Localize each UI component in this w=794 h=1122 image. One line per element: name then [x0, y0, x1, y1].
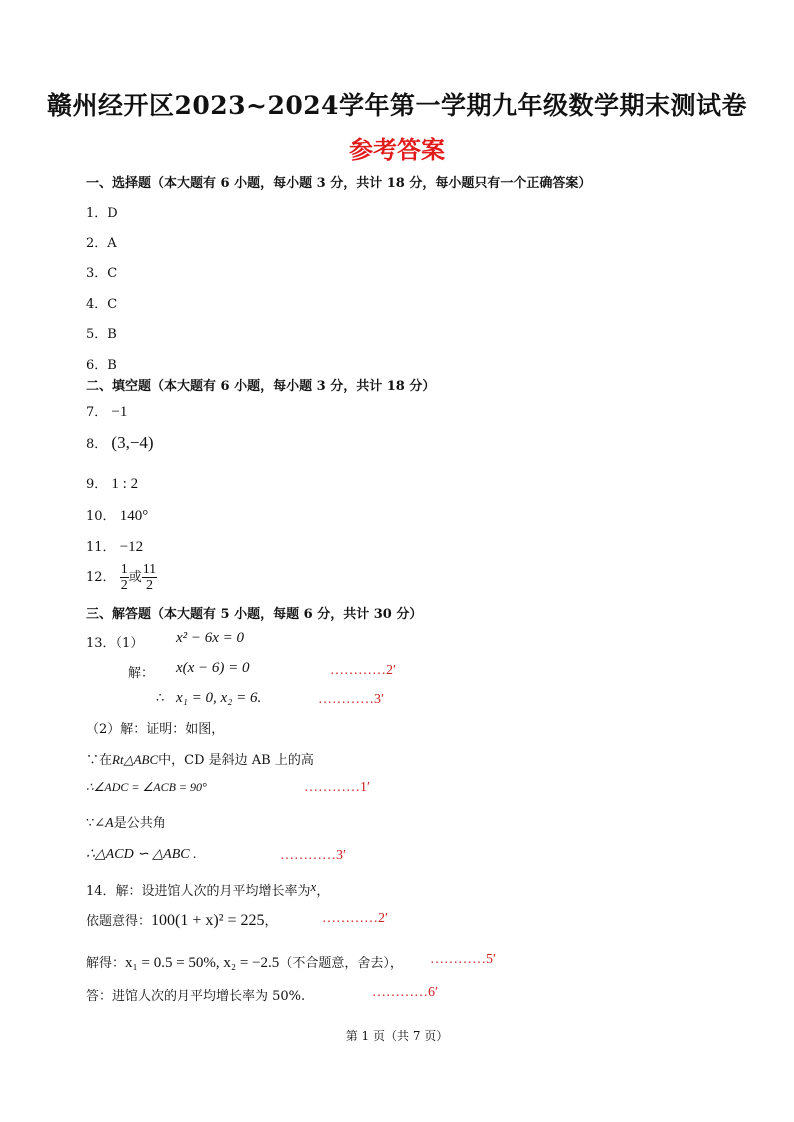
q13-line1 [86, 749, 314, 768]
answer-1: 1．D [86, 206, 118, 221]
q9-number: 9． [86, 477, 108, 492]
q10-answer: 140° [119, 508, 149, 524]
answer-6: 6．B [86, 358, 117, 373]
q13-equation: x² − 6x = 0 [176, 630, 245, 646]
score-mark: …………3′ [280, 848, 347, 863]
q7-answer: −1 [111, 404, 128, 420]
q13-line1-triangle: Rt△ABC [112, 752, 159, 767]
q13-line3-var: A [105, 816, 114, 831]
page-footer: 第 1 页（共 7 页） [345, 1029, 449, 1043]
q14-line1 [86, 879, 329, 899]
q13-line2: ∴∠ADC = ∠ACB = 90° [86, 780, 207, 794]
q7-number: 7． [86, 405, 108, 420]
q14-line2-post: ， [264, 914, 278, 929]
q14-line1-post: ， [316, 884, 330, 899]
q11-answer: −12 [119, 539, 144, 555]
answer-12 [86, 562, 157, 593]
q13-line3-pre: ∵∠ [86, 816, 106, 831]
q13-jie: 解： [128, 666, 155, 681]
q14-line4: 答：进馆人次的月平均增长率为 50%. [86, 989, 306, 1004]
fraction-numerator: 1 [120, 562, 128, 577]
answer-7 [86, 401, 127, 421]
q14-line3-pre: 解得： [86, 956, 126, 971]
q13-line1-post: 中，CD 是斜边 AB 上的高 [158, 753, 314, 768]
document-title: 赣州经开区2023~2024学年第一学期九年级数学期末测试卷 [46, 91, 748, 120]
q14-line1-var: x [310, 879, 317, 894]
q10-number: 10． [86, 509, 116, 524]
score-mark: …………2′ [330, 663, 397, 678]
section-2-heading: 二、填空题（本大题有 6 小题，每小题 3 分，共计 18 分） [86, 379, 436, 394]
q8-number: 8． [86, 437, 108, 452]
fraction-numerator: 11 [142, 562, 157, 577]
q14-line3-equation: x₁ = 0.5 = 50%, x₂ = −2.5 [125, 955, 280, 971]
q12-number: 12． [86, 570, 116, 585]
fraction-denominator: 2 [120, 578, 128, 593]
q14-line2 [86, 910, 278, 930]
fraction-eleven-halves [142, 562, 157, 593]
q13-line4: ∴△ACD ∽ △ABC . [86, 847, 197, 862]
q13-line1-pre: ∵在 [86, 753, 113, 768]
answer-10 [86, 505, 148, 525]
q13-line3-post: 是公共角 [113, 816, 166, 831]
q13-label: 13．（1） [86, 636, 144, 651]
score-mark: …………5′ [430, 952, 497, 967]
answer-5: 5．B [86, 327, 117, 342]
score-mark: …………2′ [322, 911, 389, 926]
q11-number: 11． [86, 540, 116, 555]
q14-line3-post: （不合题意，舍去）， [279, 956, 403, 971]
therefore-symbol: ∴ [156, 691, 165, 706]
answer-4: 4．C [86, 297, 118, 312]
q13-line3 [86, 812, 166, 832]
answer-2: 2．A [86, 236, 117, 251]
q14-line2-equation: 100(1 + x)² = 225 [151, 912, 265, 929]
fraction-one-half [120, 562, 129, 593]
answer-3: 3．C [86, 266, 118, 281]
section-3-heading: 三、解答题（本大题有 5 小题，每题 6 分，共计 30 分） [86, 607, 423, 622]
answer-11 [86, 536, 143, 556]
answer-8 [86, 433, 154, 453]
q14-line3 [86, 952, 403, 972]
fraction-denominator: 2 [145, 578, 153, 593]
q12-or: 或 [128, 570, 142, 585]
q8-answer: (3,−4) [111, 433, 154, 452]
q14-line2-pre: 依题意得： [86, 914, 152, 929]
answer-key-subtitle: 参考答案 [349, 135, 445, 164]
score-mark: …………6′ [372, 985, 439, 1000]
section-1-heading: 一、选择题（本大题有 6 小题，每小题 3 分，共计 18 分，每小题只有一个正确答案） [86, 176, 592, 191]
score-mark: …………1′ [304, 780, 371, 795]
q13-step2: x₁ = 0, x₂ = 6. [176, 690, 262, 706]
q9-answer: 1 : 2 [111, 476, 139, 492]
q13-part2: （2）解：证明：如图， [86, 722, 225, 737]
q14-line1-pre: 14．解：设进馆人次的月平均增长率为 [86, 884, 311, 899]
answer-9 [86, 473, 138, 493]
q13-step1: x(x − 6) = 0 [176, 660, 250, 676]
score-mark: …………3′ [318, 692, 385, 707]
